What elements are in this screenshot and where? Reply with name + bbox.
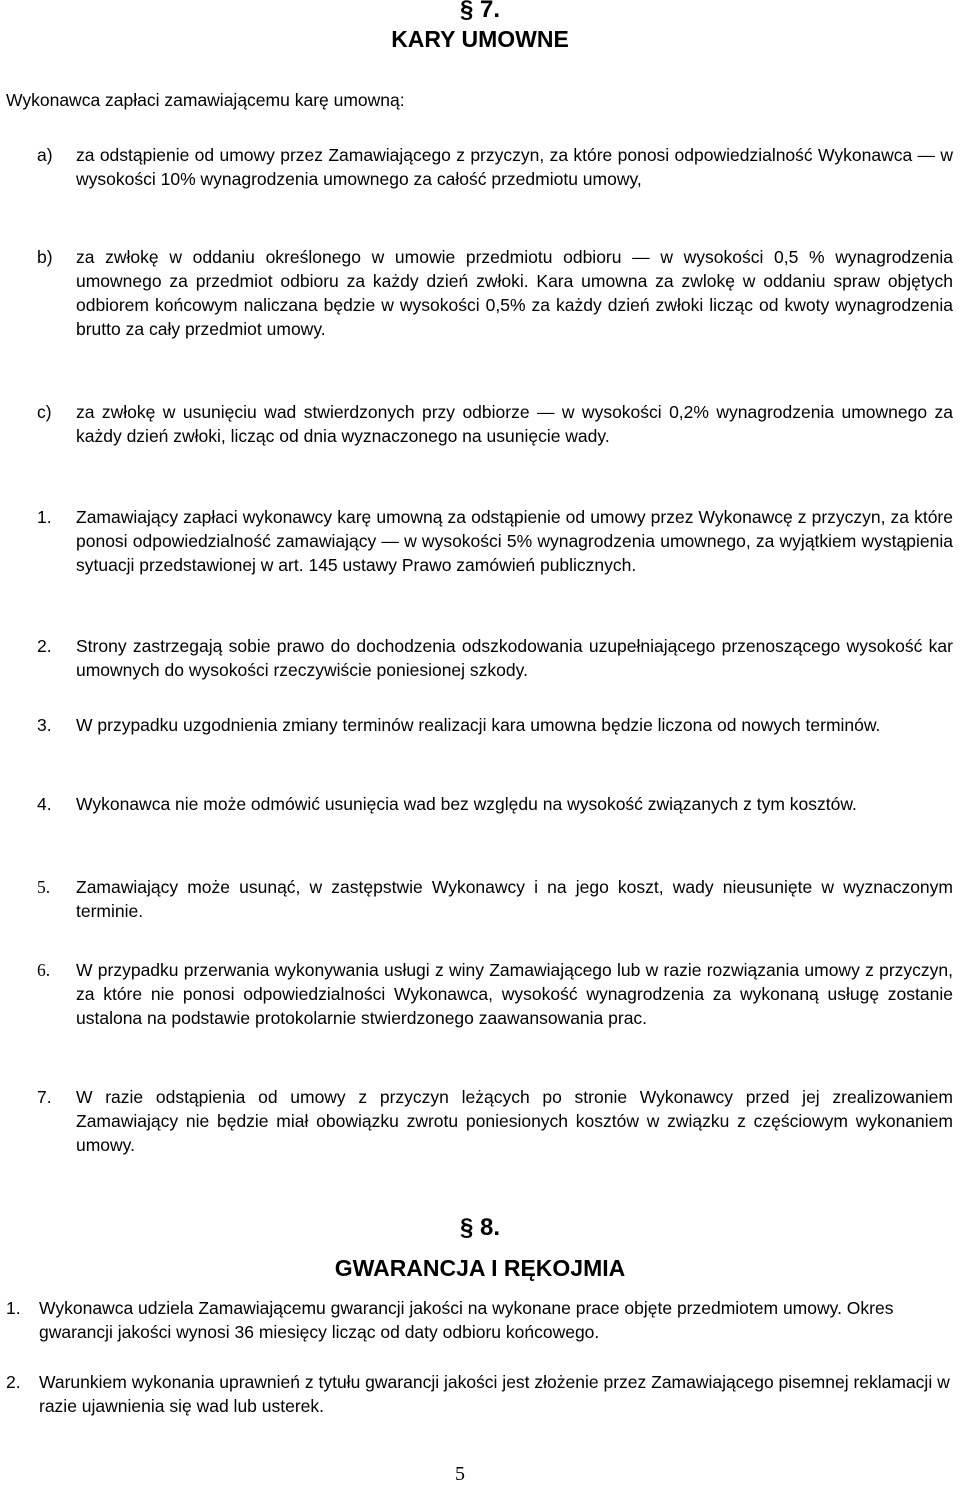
item-c-marker: c) xyxy=(37,402,52,422)
point-7-marker: 7. xyxy=(37,1087,52,1107)
point-5-marker: 5. xyxy=(37,877,51,897)
page-number: 5 xyxy=(455,1463,465,1485)
section-7-number: § 7. xyxy=(459,0,501,23)
item-c-text: za zwłokę w usunięciu wad stwierdzonych przy odbiorze — w wysokości 0,2% wynagrodzenia umownego za każdy dzień zwłoki, licząc od dnia wyznaczonego na usunięcie wady. xyxy=(76,402,953,446)
section-7-title: KARY UMOWNE xyxy=(391,26,569,52)
point-5-text: Zamawiający może usunąć, w zastępstwie Wykonawcy i na jego koszt, wady nieusunięte w wyznaczonym terminie. xyxy=(76,877,953,921)
point-3-marker: 3. xyxy=(37,715,52,735)
section-8-number: § 8. xyxy=(459,1214,501,1241)
section-7-intro: Wykonawca zapłaci zamawiającemu karę umowną: xyxy=(6,90,405,110)
point-1-text: Zamawiający zapłaci wykonawcy karę umowną za odstąpienie od umowy przez Wykonawcę z przyczyn, za które ponosi odpowiedzialność zamawiający — w wysokości 5% wynagrodzenia umownego, za wyjątkiem wystąpienia sytuacji przedstawionej w art. 145 ustawy Prawo zamówień publicznych. xyxy=(76,507,953,575)
point-4-text: Wykonawca nie może odmówić usunięcia wad bez względu na wysokość związanych z tym kosztów. xyxy=(76,794,857,814)
point-4-marker: 4. xyxy=(37,794,52,814)
s8-point-2-text: Warunkiem wykonania uprawnień z tytułu gwarancji jakości jest złożenie przez Zamawiającego pisemnej reklamacji w razie ujawnienia się wad lub usterek. xyxy=(39,1372,950,1416)
point-1-marker: 1. xyxy=(37,507,52,527)
item-b-marker: b) xyxy=(37,247,53,267)
point-7-text: W razie odstąpienia od umowy z przyczyn leżących po stronie Wykonawcy przed jej zrealizowaniem Zamawiający nie będzie miał obowiązku zwrotu poniesionych kosztów w związku z częściowym wykonaniem umowy. xyxy=(76,1087,953,1155)
point-2-text: Strony zastrzegają sobie prawo do dochodzenia odszkodowania uzupełniającego przenoszącego wysokość kar umownych do wysokości rzeczywiście poniesionej szkody. xyxy=(76,636,953,680)
point-6-text: W przypadku przerwania wykonywania usługi z winy Zamawiającego lub w razie rozwiązania umowy z przyczyn, za które nie ponosi odpowiedzialności Wykonawca, wysokość wynagrodzenia za wykonaną usługę zostanie ustalona na podstawie protokolarnie stwierdzonego zaawansowania prac. xyxy=(76,960,953,1028)
s8-point-1-marker: 1. xyxy=(6,1298,21,1318)
item-a-text: za odstąpienie od umowy przez Zamawiającego z przyczyn, za które ponosi odpowiedzialność Wykonawca — w wysokości 10% wynagrodzenia umownego za całość przedmiotu umowy, xyxy=(76,145,953,189)
item-a-marker: a) xyxy=(37,145,53,165)
s8-point-2-marker: 2. xyxy=(6,1372,21,1392)
s8-point-1-text: Wykonawca udziela Zamawiającemu gwarancji jakości na wykonane prace objęte przedmiotem umowy. Okres gwarancji jakości wynosi 36 miesięcy licząc od daty odbioru końcowego. xyxy=(39,1298,894,1342)
point-2-marker: 2. xyxy=(37,636,52,656)
item-b-text: za zwłokę w oddaniu określonego w umowie przedmiotu odbioru — w wysokości 0,5 % wynagrodzenia umownego za przedmiot odbioru za każdy dzień zwłoki. Kara umowna za zwlokę w oddaniu spraw objętych odbiorem końcowym naliczana będzie w wysokości 0,5% za każdy dzień zwłoki licząc od kwoty wynagrodzenia brutto za cały przedmiot umowy. xyxy=(76,247,953,339)
point-3-text: W przypadku uzgodnienia zmiany terminów realizacji kara umowna będzie liczona od nowych terminów. xyxy=(76,715,881,735)
section-8-title: GWARANCJA I RĘKOJMIA xyxy=(334,1255,626,1281)
point-6-marker: 6. xyxy=(37,960,51,980)
